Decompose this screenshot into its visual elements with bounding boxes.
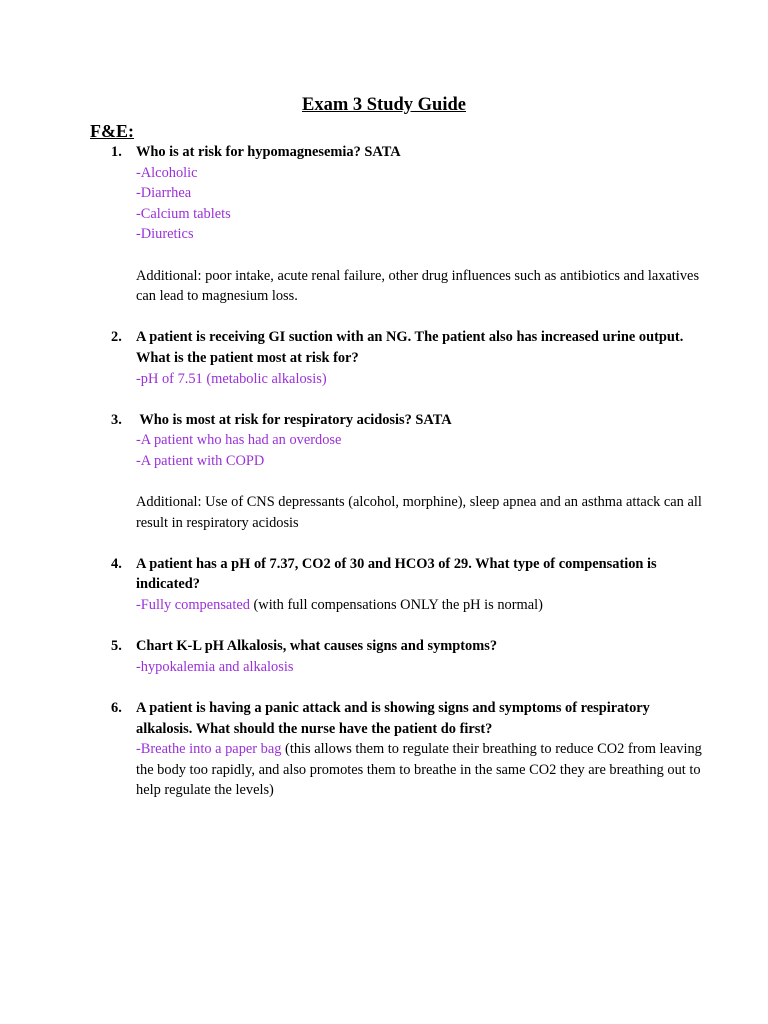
question-number: 3. [111, 411, 122, 428]
question-text: Chart K-L pH Alkalosis, what causes signs and symptoms? [136, 638, 498, 655]
spacer [136, 245, 708, 266]
question-number: 1. [111, 144, 122, 160]
question-text: Who is most at risk for respiratory acidosis? SATA [136, 411, 452, 428]
spacer [136, 472, 708, 493]
question-text: A patient is receiving GI suction with an NG. The patient also has increased urine output. What is the patient most at risk for? [136, 329, 684, 366]
answer-explanation: (with full compensations ONLY the pH is normal) [249, 597, 543, 614]
answer-line [136, 595, 708, 616]
answer-line [136, 739, 708, 801]
answer-line: -Alcoholic [136, 164, 198, 181]
question-number: 5. [111, 638, 122, 655]
question-item [0, 327, 768, 389]
question-text: A patient has a pH of 7.37, CO2 of 30 and HCO3 of 29. What type of compensation is indicated? [136, 555, 657, 593]
answer-explanation: (this allows them to regulate their breathing to reduce CO2 from leaving the body too rapidly, and also promotes them to breathe in the same CO2 they are breathing out to help regulate the levels) [136, 741, 706, 799]
answer-line: -Diarrhea [136, 185, 192, 202]
section-heading: F&E: [90, 121, 134, 141]
answer-line: -Diuretics [136, 226, 194, 243]
question-number: 6. [111, 700, 122, 717]
question-number: 2. [111, 329, 122, 346]
answer-line: -Calcium tablets [136, 205, 231, 222]
answer-highlight: -Breathe into a paper bag [136, 741, 282, 758]
answer-line: -A patient who has had an overdose [136, 432, 342, 449]
question-item [0, 142, 768, 307]
page-title: Exam 3 Study Guide [302, 95, 466, 115]
answer-line: -pH of 7.51 (metabolic alkalosis) [136, 370, 327, 387]
answer-line: -A patient with COPD [136, 452, 265, 469]
question-text: A patient is having a panic attack and is showing signs and symptoms of respiratory alkalosis. What should the nurse have the patient do first? [136, 700, 650, 737]
question-number: 4. [111, 555, 122, 572]
question-list [0, 142, 768, 822]
question-item [0, 636, 768, 677]
additional-note: Additional: Use of CNS depressants (alcohol, morphine), sleep apnea and an asthma attack can all result in respiratory acidosis [136, 494, 702, 531]
answer-highlight: -Fully compensated [136, 597, 250, 614]
additional-note: Additional: poor intake, acute renal failure, other drug influences such as antibiotics and laxatives can lead to magnesium loss. [136, 267, 700, 305]
question-item [0, 554, 768, 616]
question-item [0, 698, 768, 801]
question-text: Who is at risk for hypomagnesemia? SATA [136, 144, 401, 160]
answer-line: -hypokalemia and alkalosis [136, 658, 294, 675]
question-item [0, 410, 768, 534]
